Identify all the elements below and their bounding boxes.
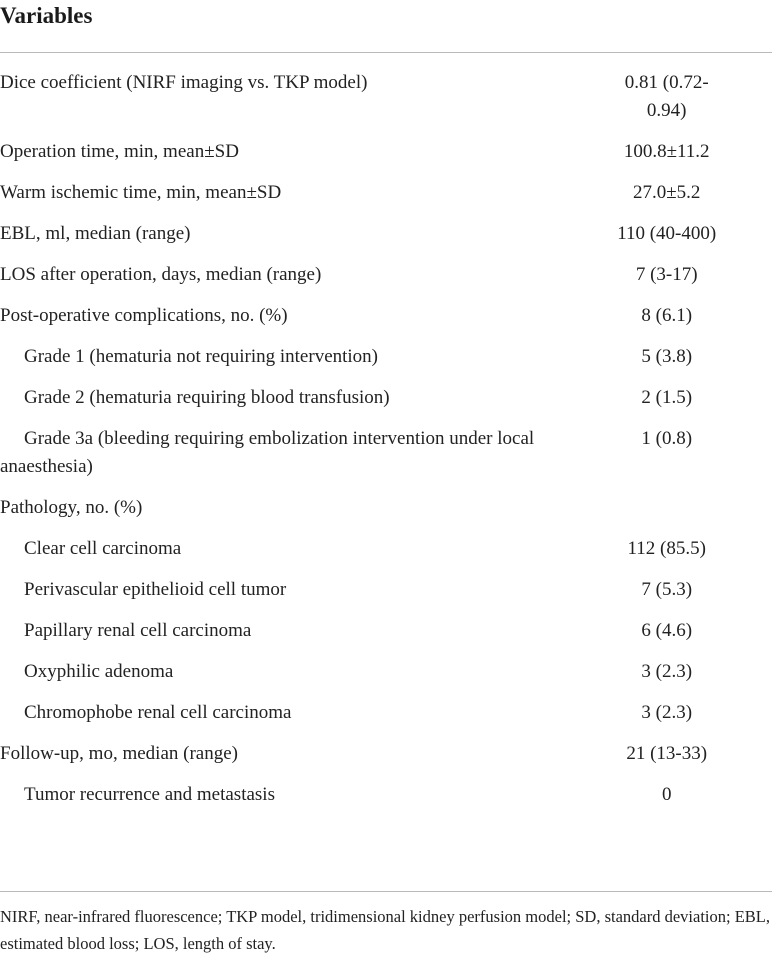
table-footnote: NIRF, near-infrared fluorescence; TKP model, tridimensional kidney perfusion model; SD, standard deviation; EBL, estimated blood loss; LOS, length of stay.: [0, 907, 770, 953]
table-row: [0, 340, 772, 381]
table-row: [0, 66, 772, 135]
row-label: Grade 2 (hematuria requiring blood transfusion): [24, 387, 390, 408]
row-value: 2 (1.5): [641, 387, 693, 408]
table-row: [0, 381, 772, 422]
footnote-divider: [0, 891, 772, 892]
table-row: [0, 258, 772, 299]
row-label: Papillary renal cell carcinoma: [24, 620, 252, 641]
table-row: [0, 614, 772, 655]
row-value: 110 (40-400): [617, 223, 717, 244]
row-label: Grade 3a (bleeding requiring embolization intervention under local anaesthesia): [0, 428, 535, 477]
table-row: [0, 573, 772, 614]
row-value: 7 (3-17): [635, 264, 698, 285]
row-value-cell: [561, 422, 772, 491]
row-value: 7 (5.3): [641, 579, 693, 600]
table-row: [0, 778, 772, 819]
row-value-cell: [561, 176, 772, 217]
row-label: Oxyphilic adenoma: [24, 661, 174, 682]
table-header-variables: Variables: [0, 3, 93, 28]
table-row: [0, 696, 772, 737]
row-value: 8 (6.1): [641, 305, 693, 326]
row-label: Follow-up, mo, median (range): [0, 743, 238, 764]
row-label: Warm ischemic time, min, mean±SD: [0, 182, 282, 203]
row-value-cell: [561, 66, 772, 135]
row-label: Tumor recurrence and metastasis: [24, 784, 275, 805]
row-label: Grade 1 (hematuria not requiring intervention): [24, 346, 379, 367]
row-value: 6 (4.6): [641, 620, 693, 641]
outcomes-table: [0, 66, 772, 819]
row-label: Pathology, no. (%): [0, 497, 143, 518]
row-value-cell: [561, 696, 772, 737]
row-value-cell: [561, 135, 772, 176]
table-row: [0, 422, 772, 491]
header-divider: [0, 52, 772, 53]
row-value-cell: [561, 614, 772, 655]
row-label: LOS after operation, days, median (range): [0, 264, 322, 285]
row-value-cell: [561, 299, 772, 340]
row-value-cell: [561, 217, 772, 258]
row-value-cell: [561, 655, 772, 696]
row-value: 0.81 (0.72-0.94): [624, 72, 709, 121]
row-value-cell: [561, 532, 772, 573]
table-row: [0, 655, 772, 696]
row-value-cell: [561, 491, 772, 532]
table-row: [0, 176, 772, 217]
row-value-cell: [561, 778, 772, 819]
row-label: Operation time, min, mean±SD: [0, 141, 239, 162]
row-value-cell: [561, 258, 772, 299]
row-value-cell: [561, 737, 772, 778]
table-row: [0, 299, 772, 340]
row-value: 21 (13-33): [626, 743, 708, 764]
row-value-cell: [561, 573, 772, 614]
row-value-cell: [561, 340, 772, 381]
row-label: Chromophobe renal cell carcinoma: [24, 702, 292, 723]
table-row: [0, 737, 772, 778]
row-value: 5 (3.8): [641, 346, 693, 367]
table-body: [0, 66, 772, 819]
table-row: [0, 491, 772, 532]
row-value: 0: [661, 784, 672, 805]
row-label: Dice coefficient (NIRF imaging vs. TKP model): [0, 72, 368, 93]
row-label: Clear cell carcinoma: [24, 538, 182, 559]
row-value: 3 (2.3): [641, 661, 693, 682]
row-value: 1 (0.8): [641, 428, 693, 449]
row-value-cell: [561, 381, 772, 422]
row-value: 112 (85.5): [627, 538, 706, 559]
row-value: 3 (2.3): [641, 702, 693, 723]
row-label: EBL, ml, median (range): [0, 223, 191, 244]
table-row: [0, 135, 772, 176]
row-value: 100.8±11.2: [623, 141, 710, 162]
table-row: [0, 217, 772, 258]
table-row: [0, 532, 772, 573]
row-value: 27.0±5.2: [632, 182, 701, 203]
row-label: Perivascular epithelioid cell tumor: [24, 579, 287, 600]
row-label: Post-operative complications, no. (%): [0, 305, 288, 326]
